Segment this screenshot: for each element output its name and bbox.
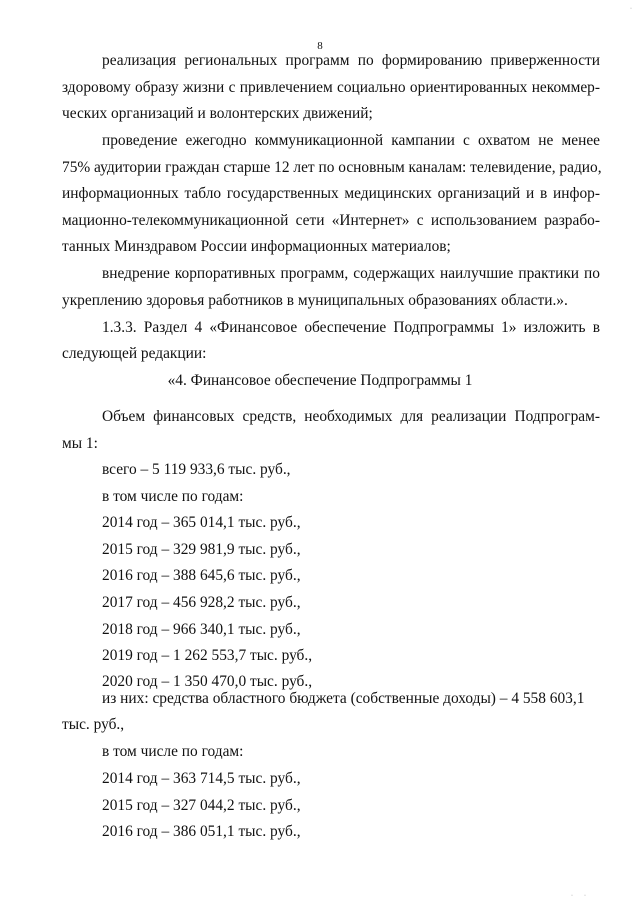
scan-mark: ·	[571, 893, 573, 899]
text-line: здоровому образу жизни с привлечением социально ориентированных некоммер-	[62, 79, 600, 96]
year-line: 2018 год – 966 340,1 тыс. руб.,	[102, 621, 301, 638]
section-heading: «4. Финансовое обеспечение Подпрограммы 1	[167, 372, 473, 389]
text-line: 75% аудитории граждан старше 12 лет по основным каналам: телевидение, радио,	[62, 159, 602, 176]
year-line: 2015 год – 329 981,9 тыс. руб.,	[102, 541, 301, 558]
text-line: мы 1:	[62, 435, 98, 452]
year-line: 2020 год – 1 350 470,0 тыс. руб.,	[102, 673, 313, 690]
scan-mark: ·	[584, 893, 586, 899]
page-number: 8	[317, 40, 323, 52]
text-line: 1.3.3. Раздел 4 «Финансовое обеспечение Подпрограммы 1» изложить в	[102, 319, 600, 336]
text-line: проведение ежегодно коммуникационной кампании с охватом не менее	[102, 132, 600, 149]
year-line: 2014 год – 363 714,5 тыс. руб.,	[102, 770, 301, 787]
text-line: информационных табло государственных медицинских организаций и в инфор-	[62, 185, 600, 202]
text-line: реализация региональных программ по формированию приверженности	[102, 52, 600, 69]
text-line: укреплению здоровья работников в муниципальных образованиях области.».	[62, 292, 568, 309]
text-line: из них: средства областного бюджета (собственные доходы) – 4 558 603,1	[102, 690, 585, 707]
text-line: Объем финансовых средств, необходимых для реализации Подпрограм-	[102, 408, 600, 425]
year-line: 2016 год – 386 051,1 тыс. руб.,	[102, 823, 301, 840]
year-line: 2017 год – 456 928,2 тыс. руб.,	[102, 594, 301, 611]
text-line: тыс. руб.,	[62, 716, 125, 733]
text-line: мационно-телекоммуникационной сети «Интернет» с использованием разрабо-	[62, 212, 600, 229]
text-line: танных Минздравом России информационных материалов;	[62, 238, 451, 255]
text-line: в том числе по годам:	[102, 488, 244, 505]
year-line: 2016 год – 388 645,6 тыс. руб.,	[102, 567, 301, 584]
text-line: в том числе по годам:	[102, 743, 244, 760]
year-line: 2019 год – 1 262 553,7 тыс. руб.,	[102, 647, 313, 664]
text-line: следующей редакции:	[62, 345, 207, 362]
scan-mark: ·	[630, 6, 632, 12]
text-line: внедрение корпоративных программ, содержащих наилучшие практики по	[102, 265, 600, 282]
total-line: всего – 5 119 933,6 тыс. руб.,	[102, 461, 291, 478]
year-line: 2015 год – 327 044,2 тыс. руб.,	[102, 797, 301, 814]
year-line: 2014 год – 365 014,1 тыс. руб.,	[102, 514, 301, 531]
text-line: ческих организаций и волонтерских движений;	[62, 105, 373, 122]
